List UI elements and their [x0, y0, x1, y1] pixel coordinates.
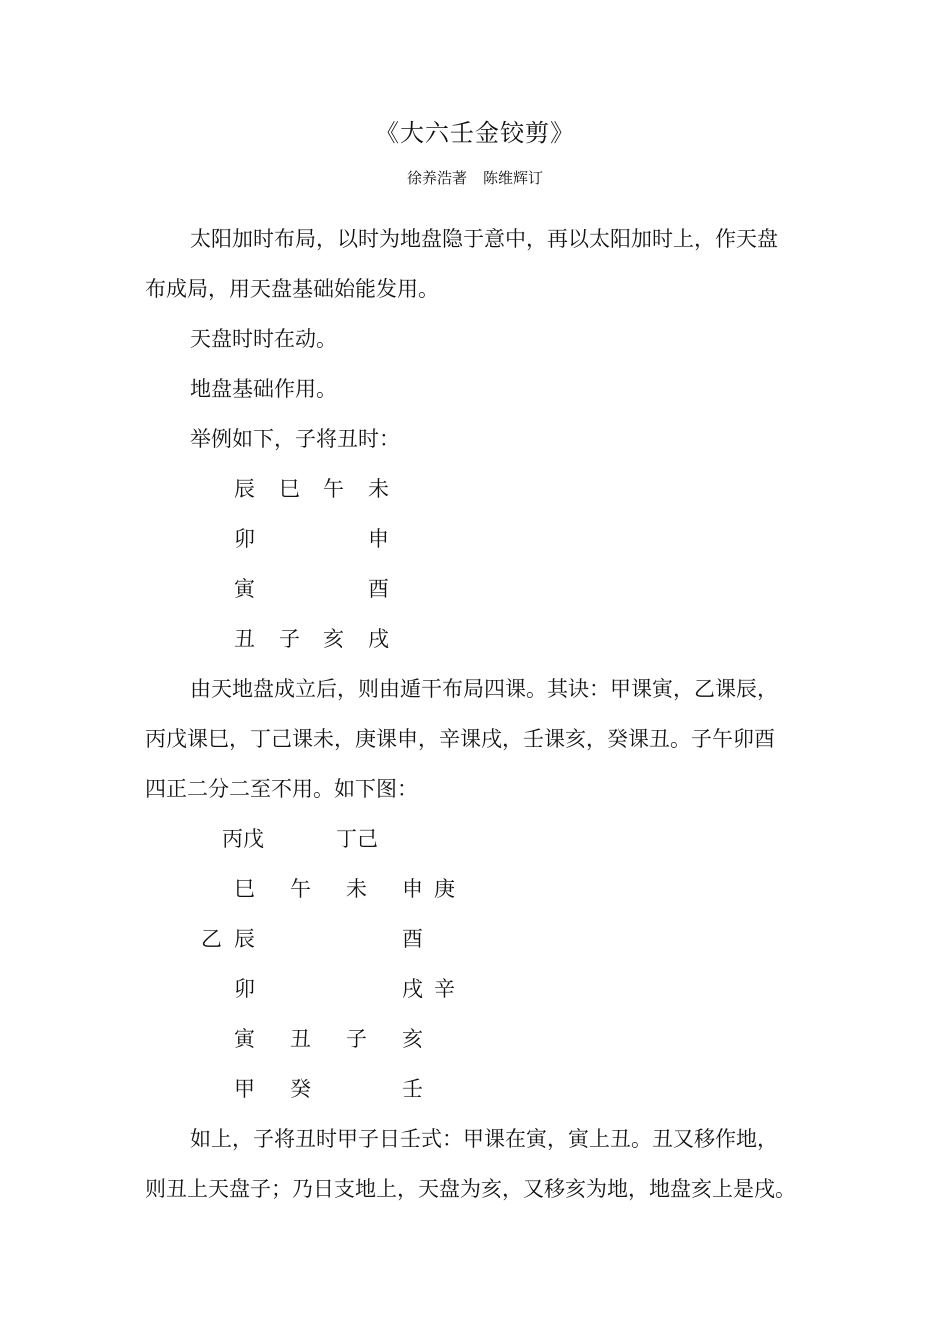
diagram-1-cell: 子: [279, 627, 300, 651]
paragraph-6-line-1: 如上，子将丑时甲子日壬式：甲课在寅，寅上丑。丑又移作地，: [190, 1127, 778, 1151]
paragraph-5-line-3: 四正二分二至不用。如下图：: [145, 777, 418, 801]
paragraph-6-line-2: 则丑上天盘子；乃日支地上，天盘为亥，又移亥为地，地盘亥上是戌。: [145, 1177, 796, 1201]
paragraph-3: 地盘基础作用。: [190, 377, 337, 401]
diagram-1-cell: 卯: [234, 527, 255, 551]
diagram-2-cell: 丑: [290, 1027, 311, 1051]
paragraph-1-line-1: 太阳加时布局，以时为地盘隐于意中，再以太阳加时上，作天盘: [190, 227, 778, 251]
diagram-2-cell: 癸: [290, 1077, 311, 1101]
diagram-2-cell: 丁己: [336, 827, 378, 851]
diagram-1-cell: 午: [323, 477, 344, 501]
paragraph-5-line-2: 丙戊课巳，丁己课未，庚课申，辛课戌，壬课亥，癸课丑。子午卯酉: [145, 727, 775, 751]
diagram-2-cell: 壬: [402, 1077, 423, 1101]
diagram-2-cell: 巳: [234, 877, 255, 901]
paragraph-5-line-1: 由天地盘成立后，则由遁干布局四课。其诀：甲课寅，乙课辰，: [190, 677, 778, 701]
editor: 陈维辉订: [483, 169, 544, 187]
diagram-1-cell: 寅: [234, 577, 255, 601]
diagram-1-cell: 巳: [279, 477, 300, 501]
diagram-2-cell: 子: [346, 1027, 367, 1051]
diagram-2-cell: 申: [402, 877, 423, 901]
diagram-2-cell: 庚: [434, 877, 455, 901]
author: 徐养浩著: [406, 169, 467, 187]
diagram-2-cell: 乙: [201, 927, 222, 951]
diagram-1-cell: 辰: [234, 477, 255, 501]
diagram-1-cell: 戌: [368, 627, 389, 651]
diagram-2-cell: 辰: [234, 927, 255, 951]
diagram-2-cell: 未: [346, 877, 367, 901]
diagram-1-cell: 未: [368, 477, 389, 501]
diagram-1-cell: 丑: [234, 627, 255, 651]
paragraph-2: 天盘时时在动。: [190, 327, 337, 351]
diagram-2-cell: 辛: [434, 977, 455, 1001]
paragraph-1-line-2: 布成局，用天盘基础始能发用。: [145, 277, 439, 301]
diagram-2-cell: 甲: [234, 1077, 255, 1101]
paragraph-4: 举例如下，子将丑时：: [190, 427, 400, 451]
diagram-2-cell: 酉: [402, 927, 423, 951]
diagram-1-cell: 申: [368, 527, 389, 551]
document-title: 《大六壬金铰剪》: [375, 119, 575, 147]
diagram-2-cell: 亥: [402, 1027, 423, 1051]
diagram-2-cell: 卯: [234, 977, 255, 1001]
diagram-2-cell: 午: [290, 877, 311, 901]
diagram-1-cell: 亥: [323, 627, 344, 651]
author-line: [0, 167, 950, 188]
diagram-2-cell: 戌: [402, 977, 423, 1001]
diagram-2-cell: 寅: [234, 1027, 255, 1051]
diagram-2-cell: 丙戊: [222, 827, 264, 851]
diagram-1-cell: 酉: [368, 577, 389, 601]
